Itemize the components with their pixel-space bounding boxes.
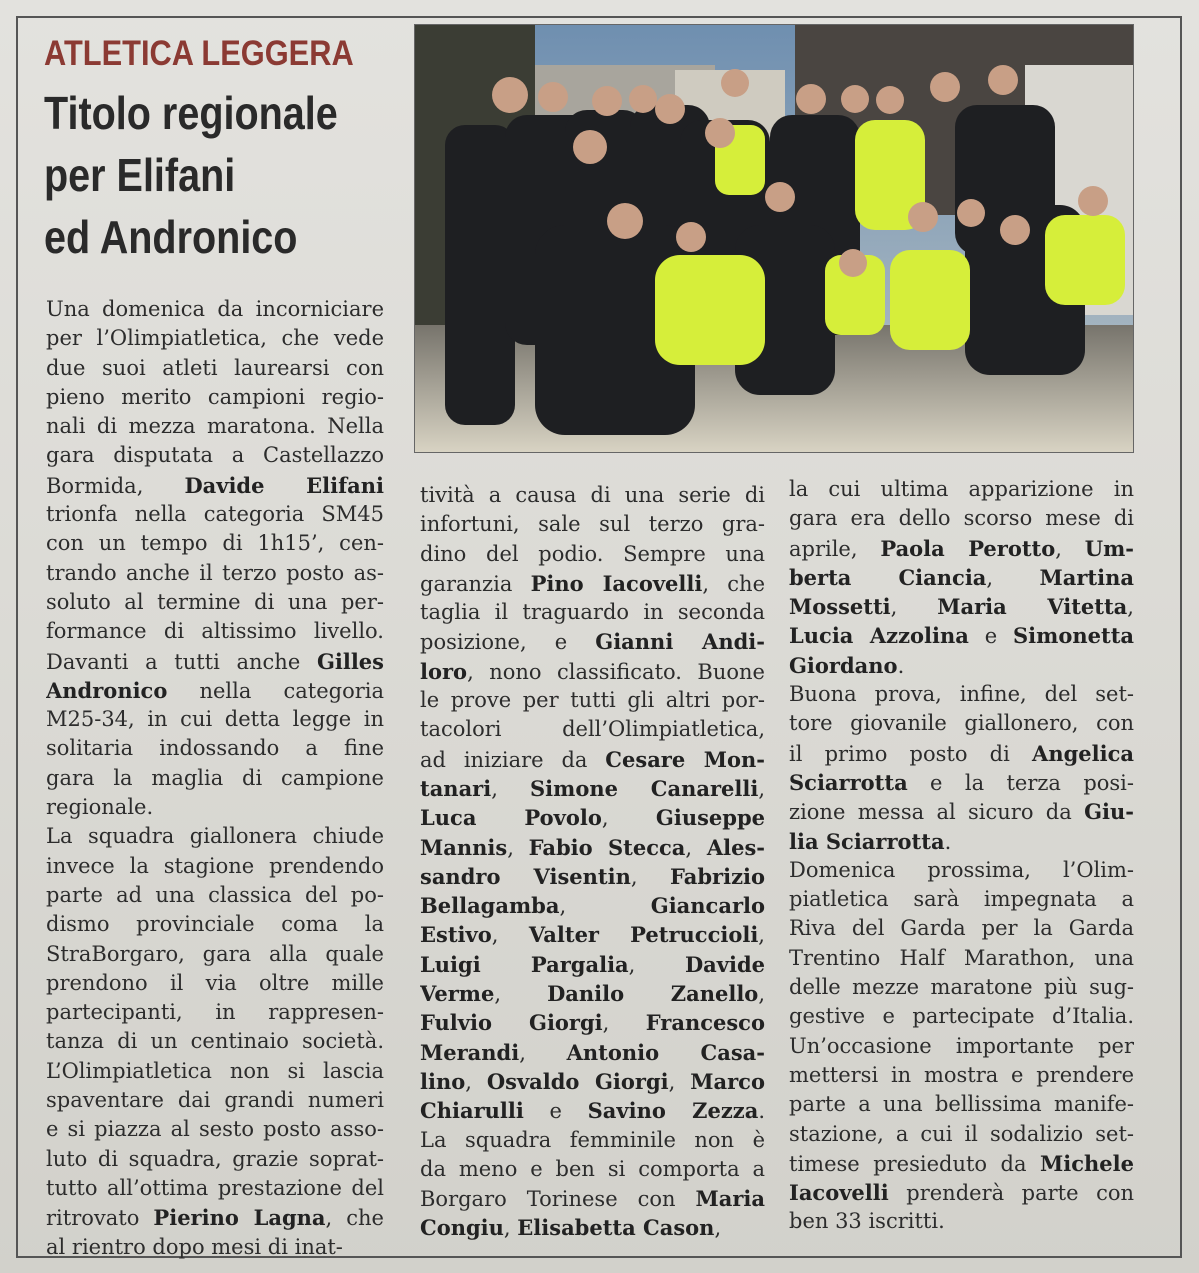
article-line: Verme, Danilo Zanello,	[420, 981, 765, 1007]
article-line: lia Sciarrotta.	[789, 828, 952, 854]
athlete-name: tanari	[420, 775, 492, 801]
article-line: parte a una bellissima manife-	[789, 1092, 1134, 1117]
athlete-name: sandro Visentin	[420, 863, 631, 889]
athlete-name: Mossetti	[789, 594, 891, 620]
athlete-name: Iacovelli	[789, 1180, 889, 1206]
article-line: tutto all’ottima prestazione del	[46, 1175, 384, 1200]
article-line: ritrovato Pierino Lagna, che	[46, 1205, 384, 1231]
article-line: aprile, Paola Perotto, Um-	[789, 535, 1134, 561]
article-line: Mossetti, Maria Vitetta,	[789, 594, 1134, 620]
article-line: regionale.	[46, 795, 154, 820]
article-line: il primo posto di Angelica	[789, 740, 1134, 766]
article-line: gara era dello scorso mese di	[789, 506, 1134, 531]
athlete-name: loro	[420, 658, 468, 684]
athlete-name: Um-	[1084, 535, 1134, 561]
article-column-1	[46, 295, 384, 1262]
article-line: La squadra giallonera chiude	[46, 824, 384, 849]
article-line: Lucia Azzolina e Simonetta	[789, 623, 1134, 649]
athlete-name: lia Sciarrotta	[789, 828, 945, 854]
article-line: Chiarulli e Savino Zezza.	[420, 1098, 765, 1124]
athlete-name: Gianni Andi-	[595, 629, 765, 655]
article-line: formance di altissimo livello.	[46, 619, 384, 644]
article-line: Sciarrotta e la terza posi-	[789, 769, 1134, 795]
article-line: piatletica sarà impegnata a	[789, 887, 1134, 912]
athlete-name: Paola Perotto	[880, 535, 1056, 561]
article-line: gestive e partecipate d’Italia.	[789, 1004, 1134, 1029]
article-line: mettersi in mostra e prendere	[789, 1062, 1134, 1087]
article-line: lino, Osvaldo Giorgi, Marco	[420, 1068, 765, 1094]
article-line: Riva del Garda per la Garda	[789, 916, 1134, 941]
article-line: tacolori dell’Olimpiatletica,	[420, 717, 765, 742]
article-line: con un tempo di 1h15’, cen-	[46, 531, 384, 556]
article-line: gara la maglia di campione	[46, 765, 384, 790]
article-line: e si piazza al sesto posto asso-	[46, 1117, 384, 1142]
article-line: trionfa nella categoria SM45	[46, 502, 384, 527]
article-line: solitaria indossando a fine	[46, 736, 384, 761]
article-line: Andronico nella categoria	[46, 677, 384, 703]
athlete-name: Chiarulli	[420, 1098, 524, 1124]
article-line: partecipanti, in rappresen-	[46, 1000, 384, 1025]
athlete-name: Danilo Zanello	[547, 981, 759, 1007]
athlete-name: Maria Vitetta	[937, 594, 1128, 620]
athlete-name: Davide	[684, 951, 765, 977]
headline-line: ed Andronico	[44, 211, 298, 263]
article-line: due suoi atleti laurearsi con	[46, 355, 384, 380]
article-line: ben 33 iscritti.	[789, 1209, 945, 1234]
article-line: Domenica prossima, l’Olim-	[789, 857, 1134, 882]
article-line: Fulvio Giorgi, Francesco	[420, 1010, 765, 1036]
article-line: prendono il via oltre mille	[46, 970, 384, 995]
athlete-name: Bellagamba	[420, 893, 560, 919]
article-line: Un’occasione importante per	[789, 1033, 1134, 1058]
athlete-name: Gilles	[316, 648, 384, 674]
article-line: invece la stagione prendendo	[46, 853, 384, 878]
article-line: pieno merito campioni regio-	[46, 384, 384, 409]
article-line: per l’Olimpiatletica, che vede	[46, 326, 384, 351]
athlete-name: Merandi	[420, 1039, 520, 1065]
section-kicker: ATLETICA LEGGERA	[44, 34, 354, 73]
team-photo	[414, 24, 1134, 453]
article-line: zione messa al sicuro da Giu-	[789, 799, 1134, 825]
article-line: parte ad una classica del po-	[46, 882, 384, 907]
athlete-name: Osvaldo Giorgi	[486, 1068, 669, 1094]
article-line: da meno e ben si comporta a	[420, 1156, 765, 1181]
article-line: taglia il traguardo in seconda	[420, 600, 765, 625]
athlete-name: Elisabetta Cason	[517, 1215, 715, 1241]
athlete-name: Cesare Mon-	[605, 746, 765, 772]
article-line: Borgaro Torinese con Maria	[420, 1186, 765, 1212]
athlete-name: Michele	[1040, 1150, 1134, 1176]
article-line: dismo provinciale coma la	[46, 912, 384, 937]
athlete-name: Davide Elifani	[184, 472, 384, 498]
article-line: stazione, a cui il sodalizio set-	[789, 1121, 1134, 1146]
article-line: tanza di un centinaio società.	[46, 1029, 384, 1054]
athlete-name: Giuseppe	[655, 805, 765, 831]
athlete-name: Antonio Casa-	[566, 1039, 765, 1065]
athlete-name: Mannis	[420, 834, 508, 860]
article-line: Iacovelli prenderà parte con	[789, 1180, 1134, 1206]
headline	[44, 82, 354, 268]
article-line: Luigi Pargalia, Davide	[420, 951, 765, 977]
article-line: Congiu, Elisabetta Cason,	[420, 1215, 722, 1241]
article-line: loro, nono classificato. Buone	[420, 658, 765, 684]
article-line: tanari, Simone Canarelli,	[420, 775, 765, 801]
athlete-name: Marco	[690, 1068, 765, 1094]
athlete-name: Giordano	[789, 652, 898, 678]
article-line: trando anche il terzo posto as-	[46, 560, 384, 585]
athlete-name: Verme	[420, 981, 495, 1007]
article-line: La squadra femminile non è	[420, 1127, 765, 1152]
athlete-name: berta Ciancia	[789, 564, 987, 590]
athlete-name: Francesco	[645, 1010, 765, 1036]
athlete-name: Giancarlo	[650, 893, 765, 919]
article-column-3	[789, 475, 1134, 1237]
article-line: timese presieduto da Michele	[789, 1150, 1134, 1176]
article-line: tore giovanile giallonero, con	[789, 711, 1134, 736]
athlete-name: Lucia Azzolina	[789, 623, 969, 649]
athlete-name: Martina	[1039, 564, 1134, 590]
article-line: soluto al termine di una per-	[46, 589, 384, 614]
athlete-name: Ales-	[706, 834, 765, 860]
team-photo-illustration	[415, 25, 1133, 452]
article-line: spaventare dai grandi numeri	[46, 1088, 384, 1113]
article-line: la cui ultima apparizione in	[789, 477, 1134, 501]
article-line: garanzia Pino Iacovelli, che	[420, 570, 765, 596]
athlete-name: Simonetta	[1013, 623, 1134, 649]
headline-line: per Elifani	[44, 149, 236, 201]
article-line: luto di squadra, grazie soprat-	[46, 1146, 384, 1171]
article-line: posizione, e Gianni Andi-	[420, 629, 765, 655]
article-line: infortuni, sale sul terzo gra-	[420, 512, 765, 537]
athlete-name: Valter Petruccioli	[528, 922, 759, 948]
article-line: ad iniziare da Cesare Mon-	[420, 746, 765, 772]
article-line: al rientro dopo mesi di inat-	[46, 1234, 343, 1259]
article-line: L’Olimpiatletica non si lascia	[46, 1058, 384, 1083]
athlete-name: Luigi Pargalia	[420, 951, 629, 977]
article-line: Una domenica da incorniciare	[46, 297, 384, 321]
athlete-name: Savino Zezza	[587, 1098, 759, 1124]
athlete-name: lino	[420, 1068, 466, 1094]
article-line: delle mezze maratone più sug-	[789, 975, 1134, 1000]
athlete-name: Andronico	[46, 677, 168, 703]
athlete-name: Luca Povolo	[420, 805, 602, 831]
article-line: Trentino Half Marathon, una	[789, 945, 1134, 970]
athlete-name: Fulvio Giorgi	[420, 1010, 603, 1036]
article-line: Mannis, Fabio Stecca, Ales-	[420, 834, 765, 860]
article-line: Bellagamba, Giancarlo	[420, 893, 765, 919]
article-line: le prove per tutti gli altri por-	[420, 688, 765, 713]
headline-line: Titolo regionale	[44, 87, 338, 139]
article-line: Bormida, Davide Elifani	[46, 472, 384, 498]
athlete-name: Maria	[695, 1186, 765, 1212]
athlete-name: Estivo	[420, 922, 492, 948]
article-line: gara disputata a Castellazzo	[46, 443, 384, 468]
athlete-name: Pierino Lagna	[153, 1205, 326, 1231]
article-line: tività a causa di una serie di	[420, 483, 765, 507]
athlete-name: Pino Iacovelli	[530, 570, 703, 596]
article-line: Giordano.	[789, 652, 905, 678]
article-line: Buona prova, infine, del set-	[789, 682, 1134, 707]
athlete-name: Congiu	[420, 1215, 504, 1241]
article-line: StraBorgaro, gara alla quale	[46, 941, 384, 966]
article-line: nali di mezza maratona. Nella	[46, 414, 384, 439]
athlete-name: Fabrizio	[669, 863, 765, 889]
article-line: sandro Visentin, Fabrizio	[420, 863, 765, 889]
athlete-name: Fabio Stecca	[528, 834, 686, 860]
article-line: M25-34, in cui detta legge in	[46, 707, 384, 732]
article-line: Davanti a tutti anche Gilles	[46, 648, 384, 674]
article-line: berta Ciancia, Martina	[789, 564, 1134, 590]
article-line: Merandi, Antonio Casa-	[420, 1039, 765, 1065]
athlete-name: Giu-	[1084, 799, 1134, 825]
article-column-2	[420, 481, 765, 1243]
athlete-name: Angelica	[1032, 740, 1134, 766]
article-line: dino del podio. Sempre una	[420, 541, 765, 566]
article-line: Estivo, Valter Petruccioli,	[420, 922, 765, 948]
athlete-name: Sciarrotta	[789, 769, 908, 795]
athlete-name: Simone Canarelli	[530, 775, 759, 801]
article-line: Luca Povolo, Giuseppe	[420, 805, 765, 831]
